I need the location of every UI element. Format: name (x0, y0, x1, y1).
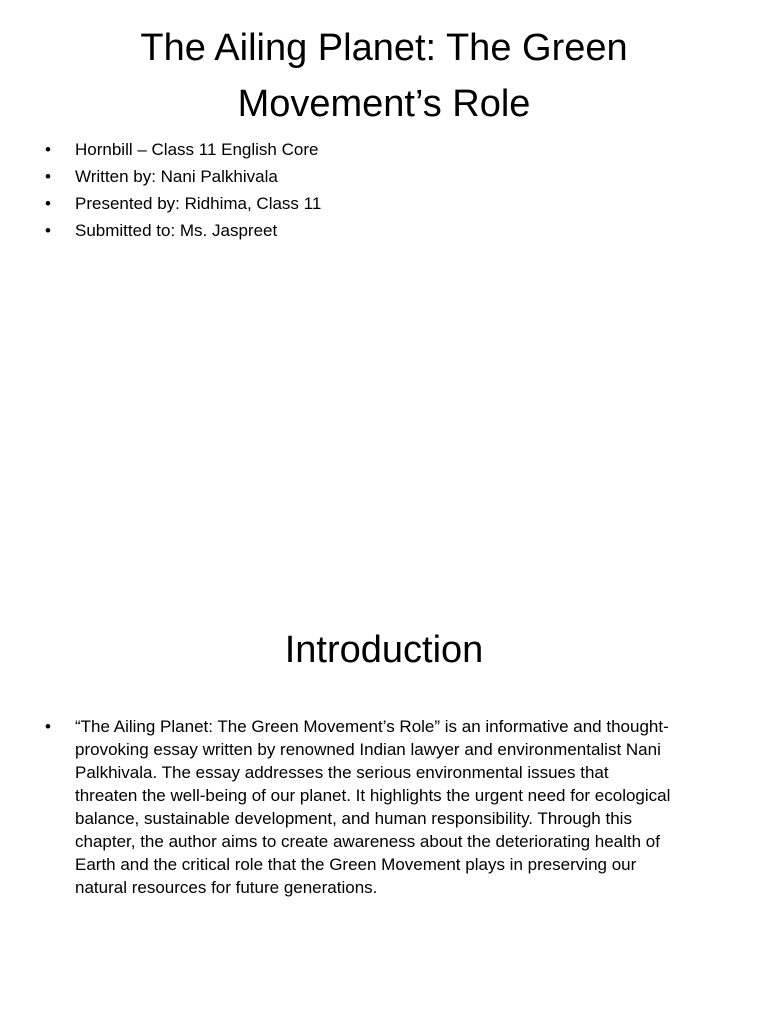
bullet-icon: • (45, 194, 51, 213)
bullet-item (0, 715, 720, 899)
bullet-item (0, 138, 720, 161)
bullet-text: Hornbill – Class 11 English Core (75, 140, 319, 159)
bullet-item (0, 165, 720, 188)
bullet-item (0, 219, 720, 242)
bullet-item (0, 192, 720, 215)
introduction-heading: Introduction (284, 629, 484, 671)
bullet-text: Written by: Nani Palkhivala (75, 167, 278, 186)
introduction-bullet-list (0, 715, 720, 903)
bullet-icon: • (45, 167, 51, 186)
bullet-icon: • (45, 717, 51, 736)
slide-title-heading: The Ailing Planet: The Green Movement’s Role (140, 27, 628, 125)
bullet-text: Submitted to: Ms. Jaspreet (75, 221, 278, 240)
bullet-icon: • (45, 221, 51, 240)
bullet-icon: • (45, 140, 51, 159)
title-bullet-list (0, 138, 720, 246)
bullet-text: Presented by: Ridhima, Class 11 (75, 194, 322, 213)
introduction-paragraph: “The Ailing Planet: The Green Movement’s Role” is an informative and thought-provoking essay written by renowned Indian lawyer and environmentalist Nani Palkhivala. The essay addresses the serious environmental issues that threaten the well-being of our planet. It highlights the urgent need for ecological balance, sustainable development, and human responsibility. Through this chapter, the author aims to create awareness about the deteriorating health of Earth and the critical role that the Green Movement plays in preserving our natural resources for future generations. (75, 717, 671, 897)
slide-introduction (0, 512, 768, 1024)
